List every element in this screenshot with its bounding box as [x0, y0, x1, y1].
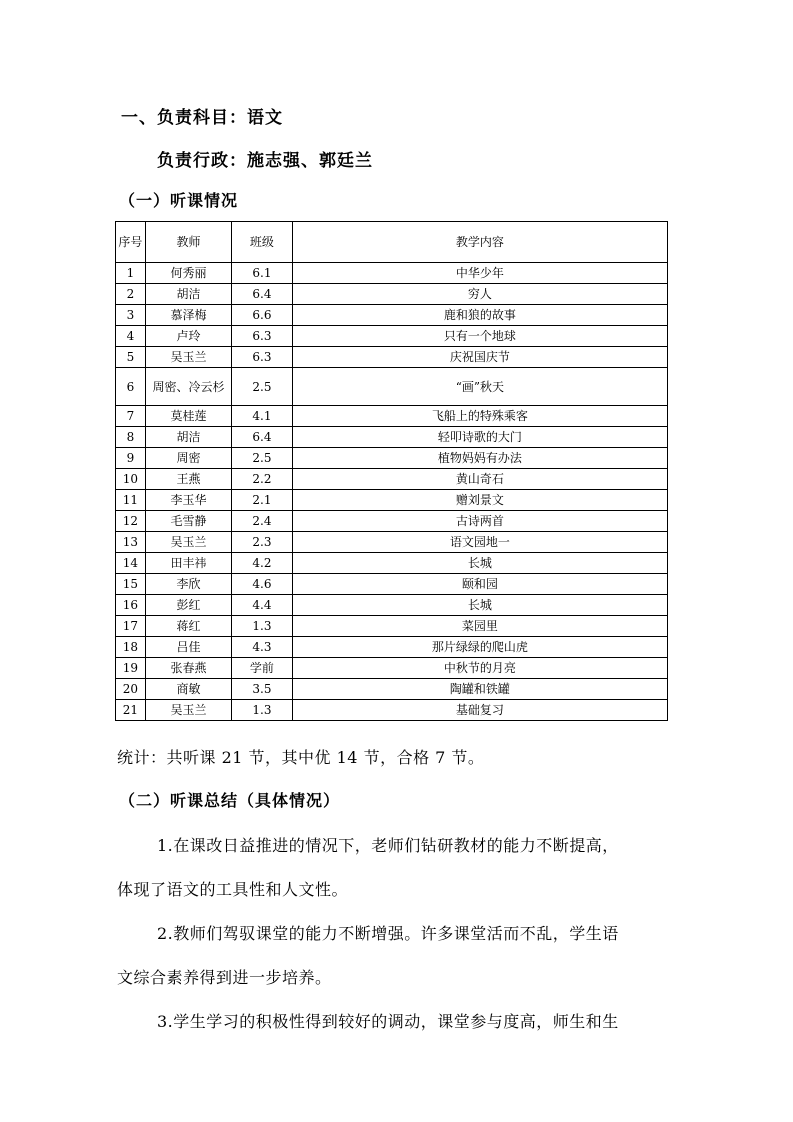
cell-class: 6.1: [232, 263, 293, 284]
subsection-title-lessons: （一）听课情况: [119, 191, 239, 210]
table-row: [116, 263, 668, 284]
cell-class: 6.3: [232, 326, 293, 347]
cell-content: 轻叩诗歌的大门: [292, 427, 667, 448]
cell-content: 庆祝国庆节: [292, 347, 667, 368]
cell-class: 2.1: [232, 490, 293, 511]
table-row: [116, 305, 668, 326]
table-row: [116, 700, 668, 721]
table-header-row: [116, 222, 668, 263]
cell-index: 8: [116, 427, 146, 448]
cell-index: 7: [116, 406, 146, 427]
cell-class: 6.6: [232, 305, 293, 326]
cell-class: 6.3: [232, 347, 293, 368]
table-row: [116, 427, 668, 448]
summary-paragraph-2: [117, 912, 677, 1000]
cell-index: 13: [116, 532, 146, 553]
cell-teacher: 周密、冷云杉: [145, 368, 231, 406]
cell-index: 21: [116, 700, 146, 721]
cell-class: 6.4: [232, 284, 293, 305]
cell-content: 只有一个地球: [292, 326, 667, 347]
summary-paragraph-3: [117, 1000, 677, 1044]
table-row: [116, 511, 668, 532]
cell-teacher: 王燕: [145, 469, 231, 490]
paragraph-line: 3.学生学习的积极性得到较好的调动，课堂参与度高，师生和生: [157, 1012, 619, 1031]
table-row: [116, 637, 668, 658]
cell-class: 6.4: [232, 427, 293, 448]
cell-teacher: 胡洁: [145, 284, 231, 305]
cell-teacher: 商敏: [145, 679, 231, 700]
cell-class: 4.1: [232, 406, 293, 427]
admin-line: 负责行政：施志强、郭廷兰: [157, 151, 373, 171]
cell-index: 2: [116, 284, 146, 305]
cell-index: 10: [116, 469, 146, 490]
cell-teacher: 吴玉兰: [145, 532, 231, 553]
statistics-line: 统计：共听课 21 节，其中优 14 节，合格 7 节。: [117, 748, 485, 767]
cell-index: 15: [116, 574, 146, 595]
cell-teacher: 周密: [145, 448, 231, 469]
cell-teacher: 李欣: [145, 574, 231, 595]
cell-class: 1.3: [232, 700, 293, 721]
cell-content: 植物妈妈有办法: [292, 448, 667, 469]
cell-content: 赠刘景文: [292, 490, 667, 511]
subsection-title-summary: （二）听课总结（具体情况）: [119, 791, 341, 810]
cell-teacher: 彭红: [145, 595, 231, 616]
cell-class: 2.4: [232, 511, 293, 532]
cell-index: 4: [116, 326, 146, 347]
table-row: [116, 326, 668, 347]
cell-teacher: 卢玲: [145, 326, 231, 347]
cell-index: 11: [116, 490, 146, 511]
table-row: [116, 284, 668, 305]
header-teacher: 教师: [145, 222, 231, 263]
cell-class: 1.3: [232, 616, 293, 637]
cell-index: 16: [116, 595, 146, 616]
summary-paragraph-1: [117, 824, 677, 912]
table-row: [116, 406, 668, 427]
table-row: [116, 658, 668, 679]
cell-index: 6: [116, 368, 146, 406]
cell-content: 中华少年: [292, 263, 667, 284]
cell-index: 3: [116, 305, 146, 326]
table-body: [116, 263, 668, 721]
header-index: 序号: [116, 222, 146, 263]
cell-index: 12: [116, 511, 146, 532]
table-row: [116, 553, 668, 574]
cell-content: 颐和园: [292, 574, 667, 595]
table-row: [116, 532, 668, 553]
cell-class: 2.5: [232, 368, 293, 406]
cell-content: 中秋节的月亮: [292, 658, 667, 679]
cell-index: 20: [116, 679, 146, 700]
cell-content: 菜园里: [292, 616, 667, 637]
cell-content: 飞船上的特殊乘客: [292, 406, 667, 427]
cell-index: 9: [116, 448, 146, 469]
paragraph-line: 文综合素养得到进一步培养。: [117, 968, 332, 987]
table-row: [116, 469, 668, 490]
cell-class: 2.5: [232, 448, 293, 469]
cell-teacher: 何秀丽: [145, 263, 231, 284]
cell-class: 4.3: [232, 637, 293, 658]
cell-content: 长城: [292, 553, 667, 574]
cell-content: 鹿和狼的故事: [292, 305, 667, 326]
cell-content: 穷人: [292, 284, 667, 305]
header-class: 班级: [232, 222, 293, 263]
cell-teacher: 田丰祎: [145, 553, 231, 574]
cell-teacher: 吴玉兰: [145, 700, 231, 721]
cell-teacher: 蒋红: [145, 616, 231, 637]
cell-content: 陶罐和铁罐: [292, 679, 667, 700]
cell-content: 那片绿绿的爬山虎: [292, 637, 667, 658]
cell-teacher: 吴玉兰: [145, 347, 231, 368]
cell-content: 黄山奇石: [292, 469, 667, 490]
cell-index: 14: [116, 553, 146, 574]
cell-teacher: 莫桂莲: [145, 406, 231, 427]
cell-index: 18: [116, 637, 146, 658]
cell-class: 4.4: [232, 595, 293, 616]
cell-content: “画”秋天: [292, 368, 667, 406]
table-row: [116, 490, 668, 511]
table-row: [116, 679, 668, 700]
cell-teacher: 慕泽梅: [145, 305, 231, 326]
cell-class: 2.2: [232, 469, 293, 490]
table-row: [116, 368, 668, 406]
cell-class: 学前: [232, 658, 293, 679]
cell-class: 3.5: [232, 679, 293, 700]
paragraph-line: 体现了语文的工具性和人文性。: [117, 880, 349, 899]
table-row: [116, 347, 668, 368]
cell-teacher: 李玉华: [145, 490, 231, 511]
cell-class: 4.6: [232, 574, 293, 595]
cell-content: 古诗两首: [292, 511, 667, 532]
cell-teacher: 吕佳: [145, 637, 231, 658]
paragraph-line: 2.教师们驾驭课堂的能力不断增强。许多课堂活而不乱，学生语: [157, 924, 619, 943]
header-content: 教学内容: [292, 222, 667, 263]
cell-class: 2.3: [232, 532, 293, 553]
paragraph-line: 1.在课改日益推进的情况下，老师们钻研教材的能力不断提高，: [157, 836, 619, 855]
lesson-table: [115, 221, 668, 721]
cell-index: 1: [116, 263, 146, 284]
cell-teacher: 胡洁: [145, 427, 231, 448]
cell-index: 19: [116, 658, 146, 679]
table-row: [116, 448, 668, 469]
cell-content: 基础复习: [292, 700, 667, 721]
table-row: [116, 616, 668, 637]
table-row: [116, 595, 668, 616]
cell-index: 17: [116, 616, 146, 637]
cell-content: 长城: [292, 595, 667, 616]
cell-content: 语文园地一: [292, 532, 667, 553]
cell-class: 4.2: [232, 553, 293, 574]
table-row: [116, 574, 668, 595]
cell-index: 5: [116, 347, 146, 368]
cell-teacher: 毛雪静: [145, 511, 231, 532]
cell-teacher: 张春燕: [145, 658, 231, 679]
section-title: 一、负责科目：语文: [121, 108, 283, 128]
